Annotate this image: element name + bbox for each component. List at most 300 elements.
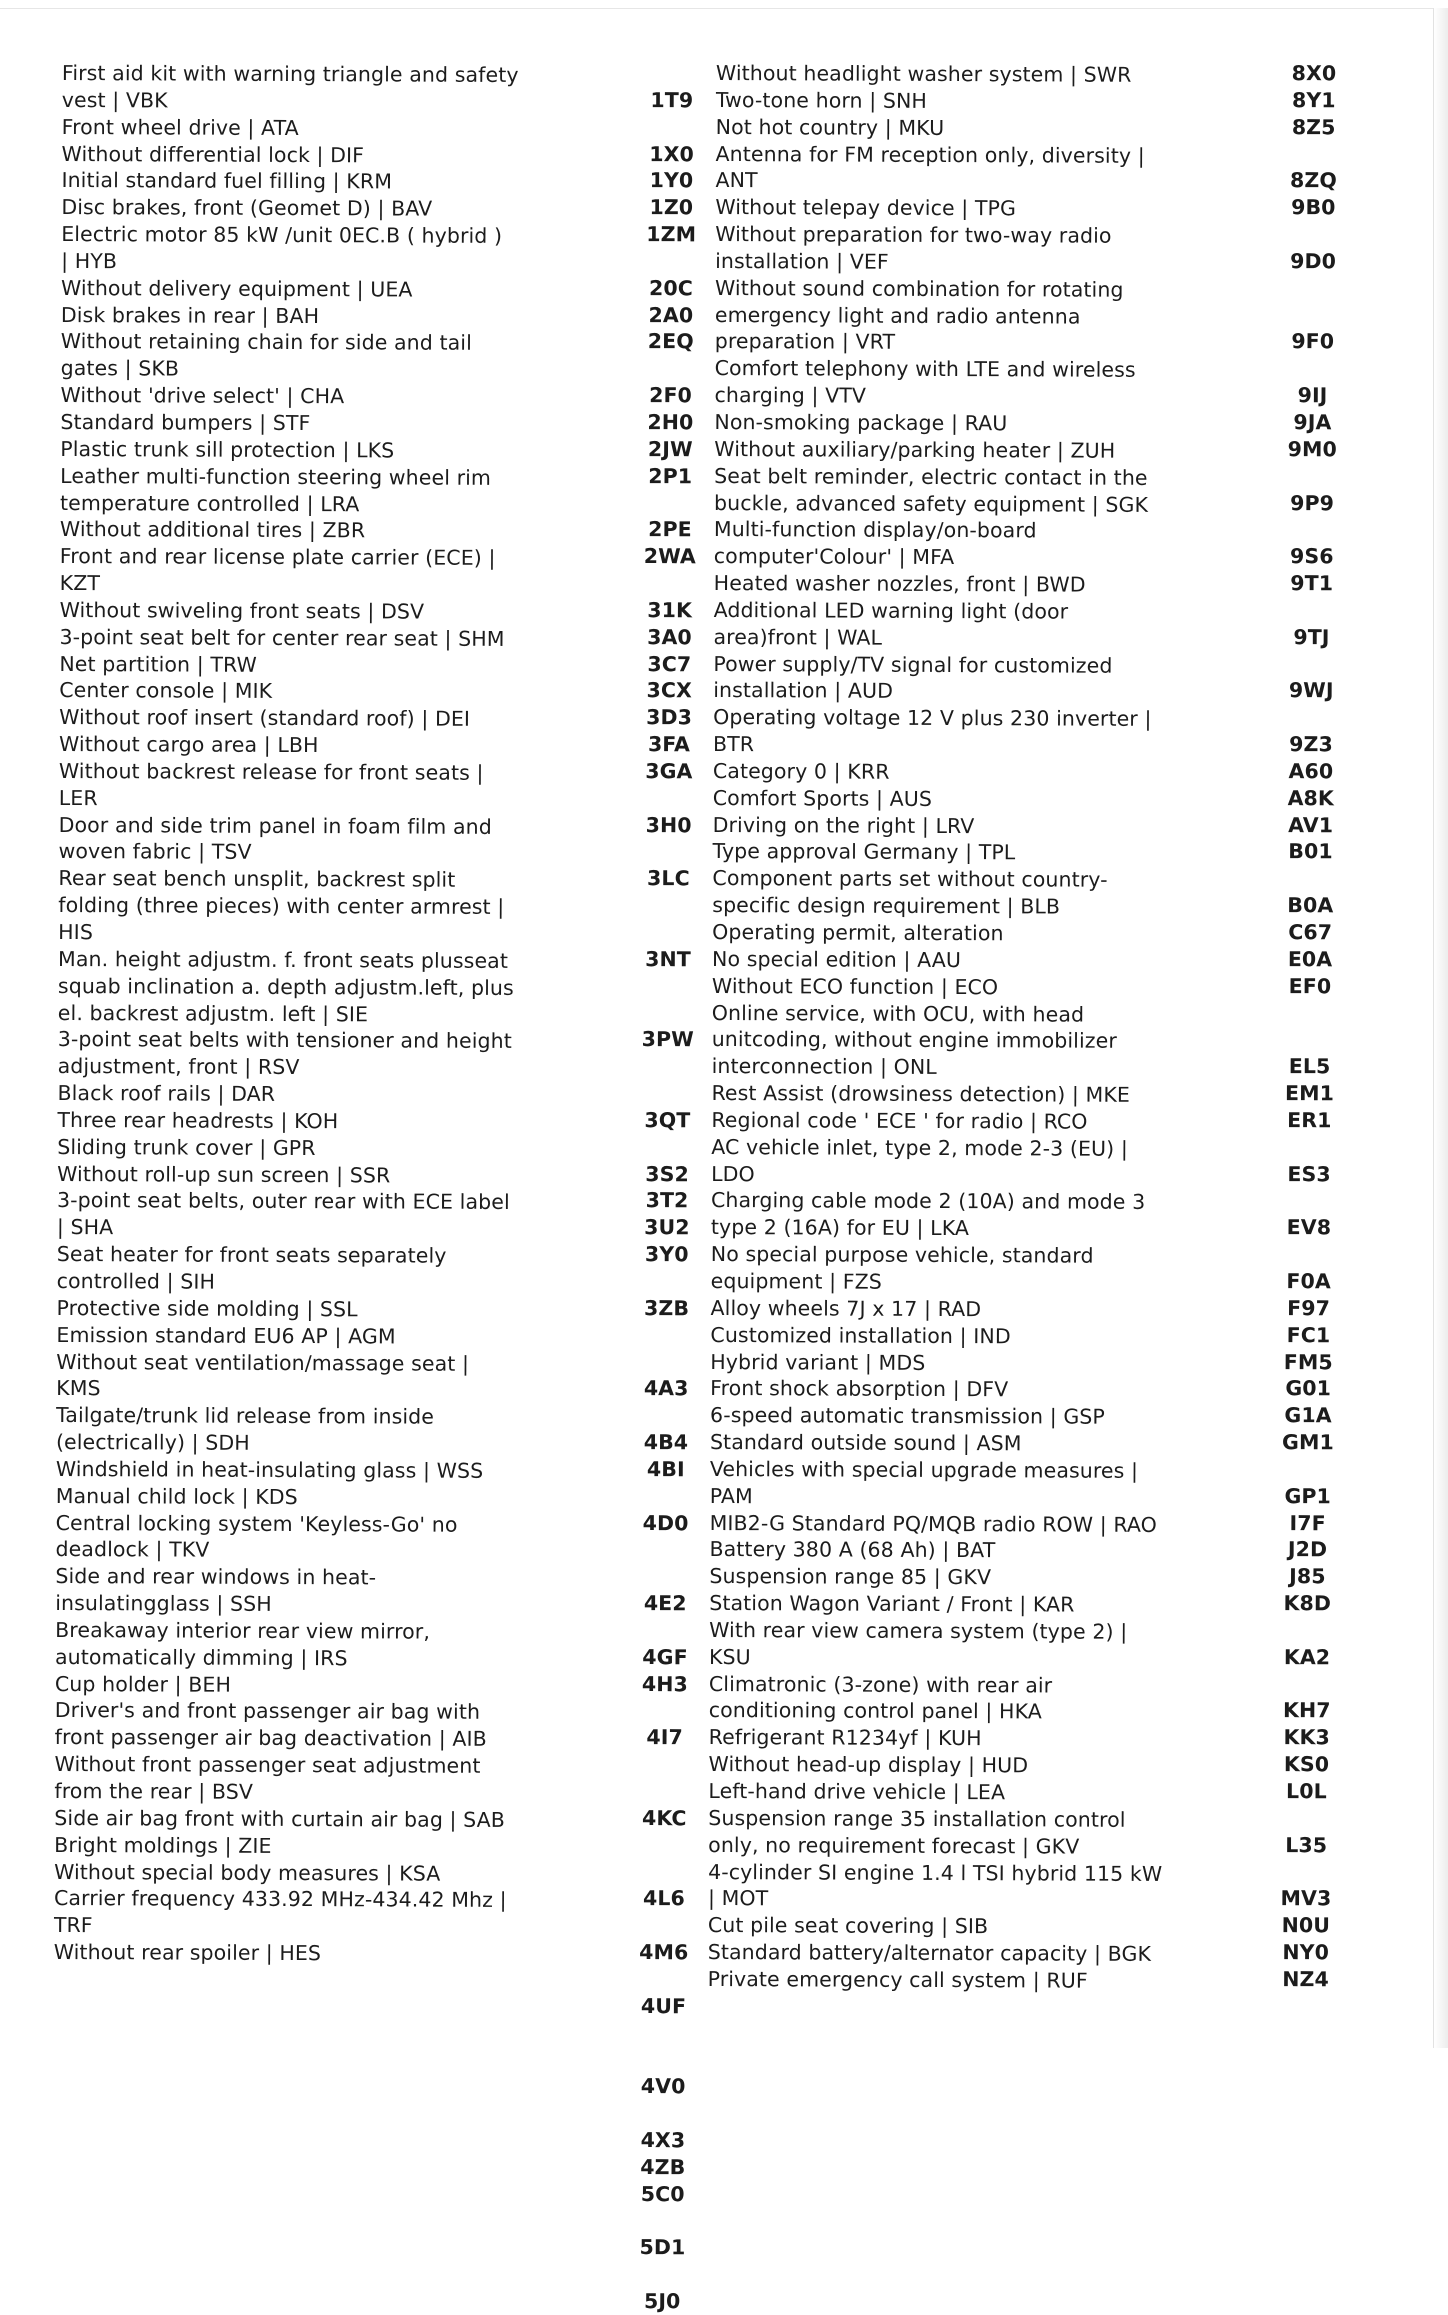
option-code: 3S2 <box>645 1161 689 1186</box>
equipment-line: Not hot country | MKU <box>715 114 945 140</box>
equipment-line: 3-point seat belts, outer rear with ECE label <box>56 1188 510 1215</box>
equipment-line: Without head-up display | HUD <box>708 1752 1029 1778</box>
equipment-line: Without seat ventilation/massage seat | <box>56 1349 470 1376</box>
option-code <box>1266 463 1358 490</box>
option-code: 3H0 <box>645 812 692 837</box>
equipment-line: Sliding trunk cover | GPR <box>57 1134 316 1160</box>
equipment-line: Without front passenger seat adjustment <box>54 1752 481 1778</box>
page-edge-top <box>0 8 1434 9</box>
equipment-line: Driver's and front passenger air bag with <box>54 1698 481 1725</box>
equipment-line: from the rear | BSV <box>54 1778 254 1804</box>
equipment-line: Side air bag front with curtain air bag | SAB <box>54 1805 506 1832</box>
option-code <box>631 355 711 382</box>
equipment-line: Operating permit, alteration <box>712 919 1004 946</box>
equipment-line: interconnection | ONL <box>711 1054 937 1080</box>
equipment-line: Regional code ' ECE ' for radio | RCO <box>711 1107 1088 1134</box>
option-code <box>1268 141 1360 168</box>
equipment-line: Cut pile seat covering | SIB <box>707 1913 989 1939</box>
option-code: 2JW <box>647 436 693 462</box>
option-code: 4X3 <box>640 2128 686 2153</box>
equipment-line: Driving on the right | LRV <box>712 812 975 838</box>
equipment-line: Type approval Germany | TPL <box>712 839 1016 865</box>
equipment-line: Emission standard EU6 AP | AGM <box>56 1322 396 1349</box>
equipment-line: Tailgate/trunk lid release from inside <box>56 1403 435 1429</box>
option-code <box>625 1751 705 1778</box>
option-code: 3D3 <box>646 705 693 730</box>
option-code <box>627 1268 707 1295</box>
equipment-line: TRF <box>53 1913 93 1938</box>
equipment-line: Manual child lock | KDS <box>55 1483 298 1509</box>
equipment-line: Comfort Sports | AUS <box>712 785 933 811</box>
equipment-line: KSU <box>708 1644 751 1669</box>
option-code <box>631 248 711 275</box>
option-code: 2P1 <box>648 463 693 488</box>
option-code: 9S6 <box>1289 544 1334 569</box>
option-code: A8K <box>1287 785 1334 811</box>
equipment-line: el. backrest adjustm. left | SIE <box>57 1000 369 1026</box>
option-code: N0U <box>1281 1913 1331 1938</box>
equipment-line: deadlock | TKV <box>55 1537 210 1563</box>
option-code <box>630 570 710 597</box>
equipment-line: computer'Colour' | MFA <box>713 544 955 570</box>
option-code: EM1 <box>1284 1081 1335 1106</box>
option-code: 9M0 <box>1287 436 1337 462</box>
option-code: 4KC <box>641 1805 687 1831</box>
equipment-line: Front and rear license plate carrier (ECE) | <box>59 544 496 571</box>
equipment-line: Without sound combination for rotating <box>714 275 1124 302</box>
equipment-line: Central locking system 'Keyless-Go' no <box>55 1510 458 1537</box>
option-code: 9P9 <box>1290 490 1335 515</box>
option-code: C67 <box>1288 920 1333 945</box>
equipment-line: Online service, with OCU, with head <box>711 1000 1085 1027</box>
option-code: 4ZB <box>640 2154 686 2180</box>
option-code: KA2 <box>1283 1644 1331 1670</box>
option-code: 1Z0 <box>649 195 694 220</box>
option-code: 8ZQ <box>1289 168 1337 193</box>
option-code: F0A <box>1286 1269 1331 1294</box>
option-code <box>624 1832 704 1859</box>
option-code <box>625 1697 705 1724</box>
option-code <box>1264 865 1356 892</box>
option-code: 3C7 <box>647 651 692 676</box>
equipment-line: No special purpose vehicle, standard <box>710 1242 1094 1268</box>
equipment-line: Refrigerant R1234yf | KUH <box>708 1725 982 1751</box>
option-code <box>1264 1026 1356 1053</box>
option-code <box>624 1966 704 1993</box>
option-code: 1Y0 <box>649 168 694 193</box>
equipment-line: Standard outside sound | ASM <box>709 1430 1022 1456</box>
option-code <box>628 1000 708 1027</box>
option-code: 3PW <box>641 1027 694 1052</box>
option-code <box>627 1134 707 1161</box>
option-codes-column-2 <box>1259 60 1360 2020</box>
option-code: 3ZB <box>643 1295 690 1321</box>
option-code: 3U2 <box>644 1215 690 1240</box>
option-code <box>1261 1671 1353 1698</box>
equipment-line: Seat heater for front seats separately <box>56 1242 447 1268</box>
option-code: B01 <box>1288 839 1333 864</box>
equipment-line: Breakaway interior rear view mirror, <box>55 1617 431 1644</box>
option-code: J2D <box>1287 1537 1328 1562</box>
option-code <box>624 1778 704 1805</box>
option-code: 1ZM <box>646 222 697 247</box>
option-code <box>628 973 708 1000</box>
option-code: 9F0 <box>1291 329 1335 354</box>
equipment-line: Without preparation for two-way radio <box>715 222 1112 248</box>
equipment-line: buckle, advanced safety equipment | SGK <box>714 490 1149 517</box>
option-code: NY0 <box>1282 1940 1330 1965</box>
option-code <box>622 2261 702 2288</box>
option-code <box>1262 1456 1354 1483</box>
equipment-line: | MOT <box>707 1886 769 1911</box>
equipment-line: 4-cylinder SI engine 1.4 l TSI hybrid 115 kW <box>708 1859 1163 1886</box>
option-code: G01 <box>1285 1376 1332 1401</box>
option-code: EL5 <box>1288 1054 1331 1079</box>
equipment-line: Multi-function display/on-board <box>713 517 1037 543</box>
equipment-line: (electrically) | SDH <box>55 1430 250 1455</box>
equipment-line: Electric motor 85 kW /unit 0EC.B ( hybrid ) <box>61 222 503 248</box>
option-code: EV8 <box>1286 1215 1332 1240</box>
equipment-line: Disc brakes, front (Geomet D) | BAV <box>61 195 433 221</box>
option-code: 4E2 <box>643 1591 687 1616</box>
equipment-line: squab inclination a. depth adjustm.left, plus <box>57 973 514 1000</box>
equipment-line: Alloy wheels 7J x 17 | RAD <box>710 1295 982 1321</box>
equipment-line: KMS <box>56 1376 101 1401</box>
option-code: 5C0 <box>640 2181 685 2206</box>
option-code <box>632 114 712 141</box>
equipment-list-middle <box>707 60 1176 2022</box>
equipment-line: only, no requirement forecast | GKV <box>708 1832 1080 1859</box>
option-code <box>628 892 708 919</box>
equipment-line: Without telepay device | TPG <box>715 195 1017 221</box>
option-code: 4B4 <box>643 1430 689 1455</box>
equipment-line: ANT <box>715 168 758 193</box>
option-code <box>1263 1187 1355 1214</box>
option-code: KS0 <box>1283 1752 1330 1777</box>
equipment-line: Net partition | TRW <box>59 651 257 677</box>
option-code: 9T1 <box>1290 571 1334 596</box>
equipment-line: Non-smoking package | RAU <box>714 409 1008 436</box>
equipment-line: Battery 380 A (68 Ah) | BAT <box>709 1537 996 1563</box>
option-code <box>623 2020 703 2047</box>
equipment-line: Without ECO function | ECO <box>711 973 999 999</box>
equipment-line: Two-tone horn | SNH <box>715 87 928 113</box>
equipment-line: unitcoding, without engine immobilizer <box>711 1027 1117 1054</box>
equipment-line: LDO <box>711 1161 755 1186</box>
equipment-line: Left-hand drive vehicle | LEA <box>708 1778 1006 1805</box>
equipment-line: Without differential lock | DIF <box>61 141 365 167</box>
equipment-line: Operating voltage 12 V plus 230 inverter | <box>713 705 1152 732</box>
equipment-line: Rear seat bench unsplit, backrest split <box>58 866 456 893</box>
equipment-line: Standard battery/alternator capacity | BGK <box>707 1940 1152 1966</box>
option-code <box>632 60 712 87</box>
equipment-line: equipment | FZS <box>710 1268 882 1294</box>
equipment-line: Without backrest release for front seats | <box>58 758 484 785</box>
option-code <box>1261 1617 1353 1644</box>
equipment-line: Power supply/TV signal for customized <box>713 651 1113 678</box>
equipment-line: Windshield in heat-insulating glass | WSS <box>55 1456 484 1483</box>
option-code: 4GF <box>642 1644 688 1670</box>
equipment-line: Without additional tires | ZBR <box>59 517 366 543</box>
option-code: 8Z5 <box>1291 114 1336 139</box>
equipment-line: Station Wagon Variant / Front | KAR <box>709 1591 1075 1617</box>
option-code: 31K <box>647 597 693 623</box>
option-code <box>1265 704 1357 731</box>
equipment-line: Private emergency call system | RUF <box>707 1966 1088 1993</box>
equipment-line: Customized installation | IND <box>710 1322 1011 1348</box>
equipment-line: Category 0 | KRR <box>712 758 890 784</box>
equipment-line: charging | VTV <box>714 383 867 408</box>
equipment-line: woven fabric | TSV <box>58 839 252 865</box>
option-code: NZ4 <box>1282 1966 1329 1992</box>
equipment-line: 6-speed automatic transmission | GSP <box>710 1403 1105 1429</box>
option-code <box>626 1322 706 1349</box>
equipment-line: Charging cable mode 2 (10A) and mode 3 <box>710 1188 1146 1215</box>
equipment-line: Man. height adjustm. f. front seats plusseat <box>58 946 509 973</box>
option-code: KK3 <box>1283 1725 1330 1750</box>
equipment-line: Without roll-up sun screen | SSR <box>57 1161 391 1188</box>
option-code: EF0 <box>1288 973 1332 998</box>
option-code <box>623 2100 703 2127</box>
option-code <box>1260 1805 1352 1832</box>
equipment-line: | SHA <box>56 1215 114 1240</box>
option-code: 4M6 <box>639 1940 689 1965</box>
equipment-line: Climatronic (3-zone) with rear air <box>708 1671 1053 1698</box>
equipment-line: installation | VEF <box>715 248 889 274</box>
option-code: 2H0 <box>647 410 694 435</box>
option-code: 3NT <box>645 946 691 972</box>
option-code: FC1 <box>1286 1322 1331 1347</box>
equipment-line: PAM <box>709 1483 753 1508</box>
option-code <box>629 785 709 812</box>
option-code: E0A <box>1287 946 1333 972</box>
option-code: I7F <box>1289 1510 1326 1535</box>
equipment-line: Antenna for FM reception only, diversity | <box>715 141 1145 168</box>
equipment-line: | HYB <box>61 248 118 274</box>
equipment-line: gates | SKB <box>60 356 180 381</box>
option-code <box>1267 302 1359 329</box>
option-code: GM1 <box>1282 1430 1334 1455</box>
equipment-line: Without swiveling front seats | DSV <box>59 597 425 624</box>
option-code: A60 <box>1288 759 1334 784</box>
option-code: MV3 <box>1280 1886 1332 1911</box>
option-code: 3GA <box>645 759 693 784</box>
equipment-line: Hybrid variant | MDS <box>710 1349 926 1375</box>
option-code: 3T2 <box>645 1188 689 1213</box>
option-code: 3CX <box>646 678 693 703</box>
option-code <box>623 2207 703 2234</box>
equipment-line: Plastic trunk sill protection | LKS <box>60 436 395 463</box>
equipment-line: Heated washer nozzles, front | BWD <box>713 571 1086 597</box>
option-code: 2F0 <box>649 383 693 408</box>
equipment-line: Protective side molding | SSL <box>56 1295 358 1322</box>
option-code: B0A <box>1287 893 1334 918</box>
equipment-line: Door and side trim panel in foam film and <box>58 812 492 839</box>
option-code <box>1266 597 1358 624</box>
option-code: 2EQ <box>647 329 694 354</box>
option-code: ER1 <box>1287 1108 1332 1133</box>
equipment-line: automatically dimming | IRS <box>54 1644 348 1671</box>
option-code: 8Y1 <box>1291 87 1336 113</box>
equipment-list-left <box>53 60 532 2022</box>
equipment-line: First aid kit with warning triangle and safety <box>61 60 519 87</box>
option-code: K8D <box>1283 1591 1332 1616</box>
equipment-line: Bright moldings | ZIE <box>54 1832 272 1858</box>
option-code <box>628 919 708 946</box>
option-code: 4H3 <box>641 1671 688 1696</box>
equipment-line: Without rear spoiler | HES <box>53 1940 322 1966</box>
option-code: FM5 <box>1283 1349 1333 1374</box>
equipment-line: AC vehicle inlet, type 2, mode 2-3 (EU) | <box>711 1134 1128 1161</box>
option-code: 2WA <box>643 544 696 569</box>
equipment-line: area)front | WAL <box>713 624 883 650</box>
option-code: 20C <box>649 275 693 301</box>
option-code: 4I7 <box>646 1725 683 1750</box>
equipment-line: type 2 (16A) for EU | LKA <box>710 1215 970 1241</box>
option-code: 3LC <box>647 866 690 891</box>
equipment-line: With rear view camera system (type 2) | <box>709 1617 1128 1644</box>
equipment-line: emergency light and radio antenna <box>714 302 1081 329</box>
equipment-line: Leather multi-function steering wheel rim <box>60 463 492 490</box>
option-code: 9TJ <box>1293 624 1330 649</box>
equipment-line: 3-point seat belt for center rear seat | SHM <box>59 624 505 651</box>
equipment-line: Comfort telephony with LTE and wireless <box>714 356 1136 383</box>
equipment-line: Without cargo area | LBH <box>58 732 319 758</box>
equipment-line: specific design requirement | BLB <box>712 893 1061 919</box>
equipment-line: Front wheel drive | ATA <box>61 114 299 140</box>
equipment-line: folding (three pieces) with center armrest | <box>58 893 505 920</box>
option-code <box>626 1483 706 1510</box>
option-code: 1X0 <box>649 141 694 166</box>
option-code: 9D0 <box>1290 249 1337 274</box>
equipment-line: Rest Assist (drowsiness detection) | MKE <box>711 1081 1131 1107</box>
option-code: 9B0 <box>1291 195 1336 220</box>
equipment-line: Without roof insert (standard roof) | DEI <box>59 705 471 732</box>
option-code <box>630 489 710 516</box>
option-code <box>1267 221 1359 248</box>
page-edge-shadow <box>1433 8 1448 2048</box>
option-code: G1A <box>1284 1403 1332 1428</box>
option-code <box>1260 1859 1352 1886</box>
option-code: 3FA <box>647 732 691 757</box>
equipment-line: adjustment, front | RSV <box>57 1054 300 1080</box>
equipment-line: Component parts set without country- <box>712 866 1108 893</box>
equipment-line: Front shock absorption | DFV <box>710 1376 1009 1402</box>
equipment-line: Without 'drive select' | CHA <box>60 383 345 409</box>
option-code <box>624 1859 704 1886</box>
option-code <box>624 1912 704 1939</box>
option-code <box>1267 355 1359 382</box>
equipment-line: Without headlight washer system | SWR <box>715 60 1132 87</box>
option-code: GP1 <box>1284 1483 1331 1509</box>
option-code <box>625 1536 705 1563</box>
equipment-line: insulatingglass | SSH <box>55 1591 272 1617</box>
option-code: 9WJ <box>1288 678 1334 703</box>
option-code <box>1266 516 1358 543</box>
equipment-line: Suspension range 35 installation control <box>708 1805 1126 1832</box>
equipment-line: BTR <box>712 732 755 757</box>
option-code <box>1264 1000 1356 1027</box>
option-code: 2PE <box>648 517 692 542</box>
equipment-line: preparation | VRT <box>714 329 896 355</box>
equipment-line: HIS <box>58 919 94 945</box>
equipment-line: Without special body measures | KSA <box>54 1859 441 1886</box>
equipment-line: Without auxiliary/parking heater | ZUH <box>714 436 1116 463</box>
equipment-line: Three rear headrests | KOH <box>57 1107 339 1134</box>
option-code: AV1 <box>1288 812 1334 837</box>
option-code: 8X0 <box>1291 61 1337 86</box>
option-code <box>628 1053 708 1080</box>
equipment-line: Carrier frequency 433.92 MHz-434.42 Mhz | <box>53 1886 507 1913</box>
equipment-line: Suspension range 85 | GKV <box>709 1564 992 1590</box>
option-code: 4D0 <box>642 1510 689 1535</box>
option-code: KH7 <box>1282 1698 1331 1723</box>
option-code: L0L <box>1286 1779 1327 1804</box>
option-code <box>1263 1241 1355 1268</box>
equipment-line: Side and rear windows in heat- <box>55 1564 377 1590</box>
equipment-line: Standard bumpers | STF <box>60 409 311 436</box>
equipment-line: LER <box>58 785 98 810</box>
option-code: 3A0 <box>647 624 692 649</box>
option-code: 3Y0 <box>644 1242 689 1267</box>
option-code <box>1263 1134 1355 1161</box>
equipment-line: conditioning control panel | HKA <box>708 1698 1042 1724</box>
equipment-line: Disk brakes in rear | BAH <box>60 302 320 328</box>
option-code: 9IJ <box>1297 383 1328 408</box>
option-codes-column-1 <box>623 60 712 2314</box>
option-code <box>628 838 708 865</box>
equipment-line: No special edition | AAU <box>712 946 962 972</box>
option-code: ES3 <box>1287 1161 1331 1186</box>
option-code: 4UF <box>640 1993 687 2019</box>
equipment-line: front passenger air bag deactivation | AIB <box>54 1725 487 1752</box>
option-code <box>1265 651 1357 678</box>
option-code <box>627 1080 707 1107</box>
option-code: L35 <box>1285 1832 1328 1857</box>
equipment-line: Cup holder | BEH <box>54 1671 232 1697</box>
option-code: 2A0 <box>648 302 694 327</box>
equipment-line: KZT <box>59 571 101 596</box>
option-code: 4L6 <box>642 1886 685 1911</box>
option-code: 9Z3 <box>1289 732 1333 757</box>
equipment-line: vest | VBK <box>61 87 168 113</box>
option-code: 4BI <box>646 1456 685 1482</box>
option-code <box>626 1402 706 1429</box>
equipment-line: Vehicles with special upgrade measures | <box>709 1456 1139 1483</box>
option-code: 5J0 <box>643 2289 681 2314</box>
equipment-line: Without retaining chain for side and tail <box>60 329 472 356</box>
equipment-line: Black roof rails | DAR <box>57 1081 276 1107</box>
option-code <box>626 1348 706 1375</box>
option-code <box>625 1617 705 1644</box>
equipment-line: MIB2-G Standard PQ/MQB radio ROW | RAO <box>709 1510 1158 1537</box>
option-code: F97 <box>1287 1295 1331 1321</box>
option-code <box>625 1563 705 1590</box>
option-code: J85 <box>1289 1564 1326 1589</box>
equipment-line: 3-point seat belts with tensioner and height <box>57 1027 512 1054</box>
option-code <box>623 2046 703 2073</box>
option-code: 3QT <box>644 1107 691 1133</box>
option-code: 4V0 <box>640 2074 686 2099</box>
equipment-line: Center console | MIK <box>59 678 273 704</box>
equipment-line: controlled | SIH <box>56 1268 216 1294</box>
equipment-line: Without delivery equipment | UEA <box>60 275 413 302</box>
option-code <box>1267 275 1359 302</box>
equipment-line: installation | AUD <box>713 678 894 704</box>
option-code: 4A3 <box>643 1376 689 1401</box>
option-code: 5D1 <box>639 2235 686 2260</box>
option-code: 9JA <box>1293 410 1332 435</box>
